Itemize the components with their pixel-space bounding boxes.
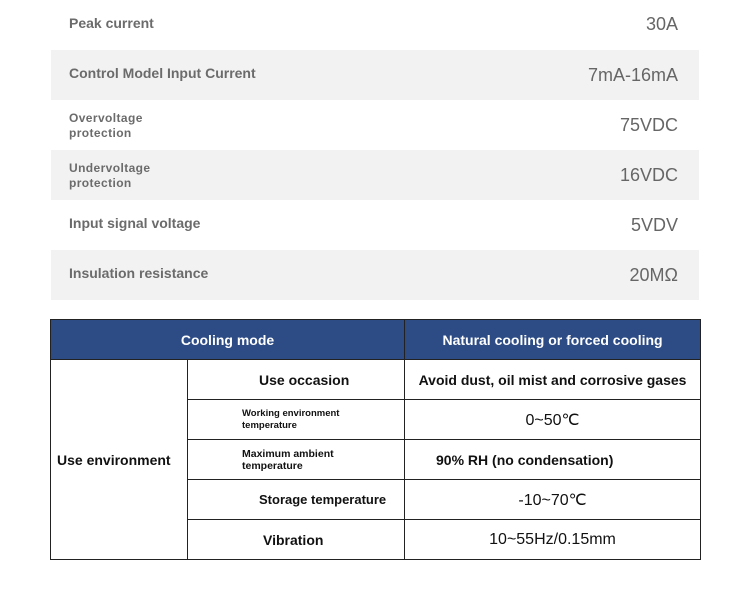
spec-row-peak-current	[51, 0, 699, 50]
spec-row-control-input-current	[51, 50, 699, 100]
spec-label-line: protection	[69, 176, 132, 190]
row-item-label-line: temperature	[242, 419, 297, 431]
spec-label	[69, 161, 150, 191]
spec-value: 16VDC	[619, 165, 678, 185]
spec-value: 20MΩ	[629, 265, 678, 285]
environment-table	[50, 319, 701, 560]
row-item-label-line: Maximum ambient	[242, 447, 334, 460]
header-cooling-mode: Cooling mode	[51, 320, 405, 360]
row-item-value: 10~55Hz/0.15mm	[405, 520, 701, 560]
header-cooling-value: Natural cooling or forced cooling	[405, 320, 701, 360]
spec-row-overvoltage	[51, 100, 699, 150]
table-header-row	[51, 320, 701, 360]
spec-label: Control Model Input Current	[69, 65, 256, 81]
row-item-label	[188, 440, 405, 480]
table-row	[51, 360, 701, 400]
row-item-label-line: Working environment	[242, 407, 340, 419]
row-item-label-line: temperature	[242, 459, 303, 472]
spec-label: Input signal voltage	[69, 215, 201, 231]
spec-value: 5VDV	[630, 215, 678, 235]
spec-value: 30A	[645, 14, 678, 34]
spec-label	[69, 111, 143, 141]
spec-label-line: Overvoltage	[69, 111, 143, 125]
spec-value: 7mA-16mA	[587, 65, 678, 85]
row-item-label: Storage temperature	[188, 480, 405, 520]
row-item-label	[188, 400, 405, 440]
spec-row-input-signal-voltage	[51, 200, 699, 250]
spec-label-line: Undervoltage	[69, 161, 151, 175]
use-environment-label: Use environment	[51, 360, 188, 560]
row-item-value: 90% RH (no condensation)	[405, 440, 701, 480]
spec-row-undervoltage	[51, 150, 699, 200]
spec-label: Peak current	[69, 15, 154, 31]
spec-label: Insulation resistance	[69, 265, 209, 281]
row-item-value: Avoid dust, oil mist and corrosive gases	[405, 360, 701, 400]
spec-row-insulation-resistance	[51, 250, 699, 300]
spec-label-line: protection	[69, 126, 132, 140]
spec-value: 75VDC	[619, 115, 678, 135]
row-item-value: 0~50℃	[405, 400, 701, 440]
row-item-label: Vibration	[188, 520, 405, 560]
row-item-label: Use occasion	[188, 360, 405, 400]
row-item-value: -10~70℃	[405, 480, 701, 520]
